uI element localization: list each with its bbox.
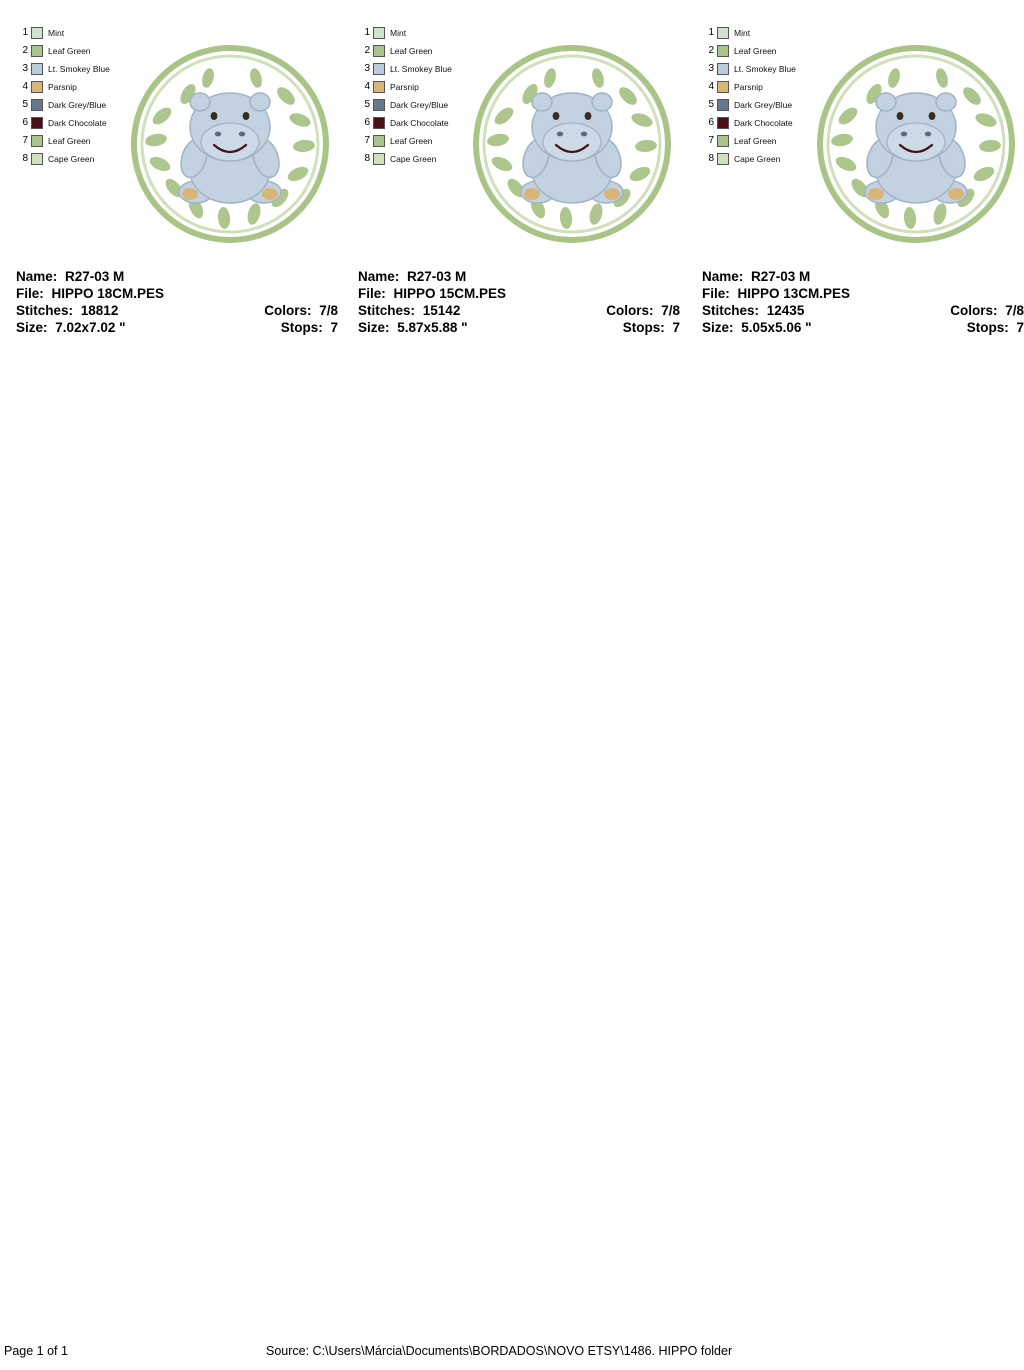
info-line-name: [16, 268, 338, 285]
legend-color-swatch: [31, 63, 43, 75]
legend-index: 8: [708, 153, 714, 164]
legend-item: [358, 150, 478, 168]
legend-item: [16, 114, 136, 132]
label-size: Size:: [16, 320, 48, 335]
value-stops: 7: [1016, 320, 1024, 335]
page-footer: [0, 1344, 1024, 1360]
value-file: HIPPO 15CM.PES: [393, 286, 507, 301]
legend-color-swatch: [31, 153, 43, 165]
legend-color-name: Dark Chocolate: [48, 118, 107, 128]
legend-index: 4: [364, 81, 370, 92]
info-line-file: [16, 285, 338, 302]
info-line-stitches: [16, 302, 338, 319]
legend-color-name: Leaf Green: [734, 46, 777, 56]
value-colors: 7/8: [661, 303, 680, 318]
hippo-wreath-graphic: [470, 42, 675, 247]
legend-color-swatch: [717, 45, 729, 57]
legend-index: 5: [22, 99, 28, 110]
page-number: Page 1 of 1: [4, 1344, 68, 1358]
legend-item: [16, 60, 136, 78]
legend-item: [358, 114, 478, 132]
value-stitches: 15142: [422, 303, 461, 318]
info-colors: [264, 302, 338, 319]
legend-color-name: Dark Grey/Blue: [48, 100, 107, 110]
legend-color-swatch: [717, 153, 729, 165]
label-name: Name:: [358, 269, 400, 284]
legend-item: [358, 60, 478, 78]
legend-color-swatch: [717, 99, 729, 111]
legend-color-swatch: [717, 117, 729, 129]
legend-index: 1: [22, 27, 28, 38]
legend-item: [16, 42, 136, 60]
info-line-size: [358, 319, 680, 336]
legend-color-name: Cape Green: [734, 154, 781, 164]
legend-color-swatch: [373, 81, 385, 93]
legend-color-name: Parsnip: [48, 82, 77, 92]
label-stops: Stops:: [280, 320, 323, 335]
info-line-size: [16, 319, 338, 336]
label-file: File:: [16, 286, 44, 301]
legend-color-swatch: [31, 99, 43, 111]
legend-index: 3: [364, 63, 370, 74]
label-size: Size:: [702, 320, 734, 335]
legend-index: 4: [708, 81, 714, 92]
legend-item: [702, 132, 822, 150]
label-file: File:: [702, 286, 730, 301]
legend-index: 8: [364, 153, 370, 164]
color-legend: [16, 24, 136, 168]
legend-item: [358, 96, 478, 114]
legend-index: 5: [708, 99, 714, 110]
legend-color-name: Leaf Green: [734, 136, 777, 146]
value-file: HIPPO 13CM.PES: [737, 286, 851, 301]
legend-color-name: Mint: [734, 28, 751, 38]
legend-item: [16, 78, 136, 96]
legend-color-swatch: [373, 99, 385, 111]
legend-index: 7: [22, 135, 28, 146]
info-line-stitches: [358, 302, 680, 319]
legend-color-swatch: [31, 81, 43, 93]
legend-item: [358, 78, 478, 96]
legend-index: 1: [364, 27, 370, 38]
legend-item: [16, 150, 136, 168]
legend-index: 6: [22, 117, 28, 128]
legend-item: [702, 78, 822, 96]
legend-item: [702, 114, 822, 132]
legend-color-swatch: [373, 45, 385, 57]
legend-item: [702, 60, 822, 78]
label-stitches: Stitches:: [358, 303, 416, 318]
legend-color-name: Cape Green: [390, 154, 437, 164]
legend-index: 3: [22, 63, 28, 74]
legend-item: [702, 42, 822, 60]
color-legend: [358, 24, 478, 168]
legend-color-name: Lt. Smokey Blue: [734, 64, 796, 74]
value-file: HIPPO 18CM.PES: [51, 286, 165, 301]
design-preview-image: [128, 42, 333, 247]
value-stops: 7: [330, 320, 338, 335]
legend-color-swatch: [373, 135, 385, 147]
label-stops: Stops:: [966, 320, 1009, 335]
value-stitches: 18812: [80, 303, 119, 318]
legend-color-swatch: [373, 153, 385, 165]
design-info: [702, 268, 1024, 336]
legend-color-name: Lt. Smokey Blue: [390, 64, 452, 74]
legend-item: [702, 24, 822, 42]
legend-index: 2: [708, 45, 714, 56]
design-preview-image: [814, 42, 1019, 247]
source-path: Source: C:\Users\Márcia\Documents\BORDADOS\NOVO ETSY\1486. HIPPO folder: [266, 1344, 733, 1358]
legend-index: 5: [364, 99, 370, 110]
legend-index: 3: [708, 63, 714, 74]
info-stops: [281, 319, 338, 336]
label-size: Size:: [358, 320, 390, 335]
legend-color-name: Parsnip: [734, 82, 763, 92]
legend-item: [358, 24, 478, 42]
label-stops: Stops:: [622, 320, 665, 335]
legend-color-swatch: [31, 45, 43, 57]
design-info: [358, 268, 680, 336]
legend-item: [358, 42, 478, 60]
legend-color-swatch: [31, 135, 43, 147]
legend-index: 2: [22, 45, 28, 56]
label-stitches: Stitches:: [702, 303, 760, 318]
legend-item: [16, 132, 136, 150]
info-line-file: [358, 285, 680, 302]
info-line-file: [702, 285, 1024, 302]
value-size: 5.05x5.06 ": [741, 320, 812, 335]
legend-color-name: Lt. Smokey Blue: [48, 64, 110, 74]
design-info: [16, 268, 338, 336]
value-name: R27-03 M: [751, 269, 811, 284]
legend-index: 2: [364, 45, 370, 56]
info-stops: [623, 319, 680, 336]
legend-color-swatch: [717, 27, 729, 39]
legend-item: [358, 132, 478, 150]
legend-color-swatch: [373, 117, 385, 129]
value-size: 5.87x5.88 ": [397, 320, 468, 335]
hippo-wreath-graphic: [128, 42, 333, 247]
value-name: R27-03 M: [65, 269, 125, 284]
value-name: R27-03 M: [407, 269, 467, 284]
legend-color-swatch: [373, 63, 385, 75]
label-colors: Colors:: [950, 303, 998, 318]
value-size: 7.02x7.02 ": [55, 320, 126, 335]
legend-color-swatch: [717, 135, 729, 147]
legend-index: 7: [708, 135, 714, 146]
legend-color-name: Mint: [390, 28, 407, 38]
legend-color-swatch: [31, 117, 43, 129]
design-preview-image: [470, 42, 675, 247]
legend-color-swatch: [717, 81, 729, 93]
legend-color-name: Dark Chocolate: [734, 118, 793, 128]
legend-color-name: Dark Grey/Blue: [734, 100, 793, 110]
info-line-name: [358, 268, 680, 285]
label-file: File:: [358, 286, 386, 301]
value-stops: 7: [672, 320, 680, 335]
legend-color-swatch: [31, 27, 43, 39]
legend-color-name: Dark Grey/Blue: [390, 100, 449, 110]
legend-index: 6: [364, 117, 370, 128]
value-stitches: 12435: [766, 303, 805, 318]
color-legend: [702, 24, 822, 168]
legend-index: 6: [708, 117, 714, 128]
legend-item: [702, 96, 822, 114]
value-colors: 7/8: [1005, 303, 1024, 318]
legend-color-name: Mint: [48, 28, 65, 38]
hippo-wreath-graphic: [814, 42, 1019, 247]
info-stops: [967, 319, 1024, 336]
legend-color-swatch: [373, 27, 385, 39]
value-colors: 7/8: [319, 303, 338, 318]
label-stitches: Stitches:: [16, 303, 74, 318]
legend-color-name: Leaf Green: [390, 136, 433, 146]
legend-index: 8: [22, 153, 28, 164]
info-line-name: [702, 268, 1024, 285]
info-line-stitches: [702, 302, 1024, 319]
legend-color-name: Cape Green: [48, 154, 95, 164]
info-colors: [606, 302, 680, 319]
legend-item: [16, 24, 136, 42]
legend-item: [702, 150, 822, 168]
legend-color-name: Parsnip: [390, 82, 419, 92]
legend-index: 7: [364, 135, 370, 146]
legend-color-name: Leaf Green: [390, 46, 433, 56]
legend-color-name: Leaf Green: [48, 136, 91, 146]
label-colors: Colors:: [606, 303, 654, 318]
legend-color-name: Dark Chocolate: [390, 118, 449, 128]
legend-index: 4: [22, 81, 28, 92]
legend-color-swatch: [717, 63, 729, 75]
legend-item: [16, 96, 136, 114]
label-name: Name:: [702, 269, 744, 284]
legend-index: 1: [708, 27, 714, 38]
info-line-size: [702, 319, 1024, 336]
label-colors: Colors:: [264, 303, 312, 318]
label-name: Name:: [16, 269, 58, 284]
legend-color-name: Leaf Green: [48, 46, 91, 56]
info-colors: [950, 302, 1024, 319]
